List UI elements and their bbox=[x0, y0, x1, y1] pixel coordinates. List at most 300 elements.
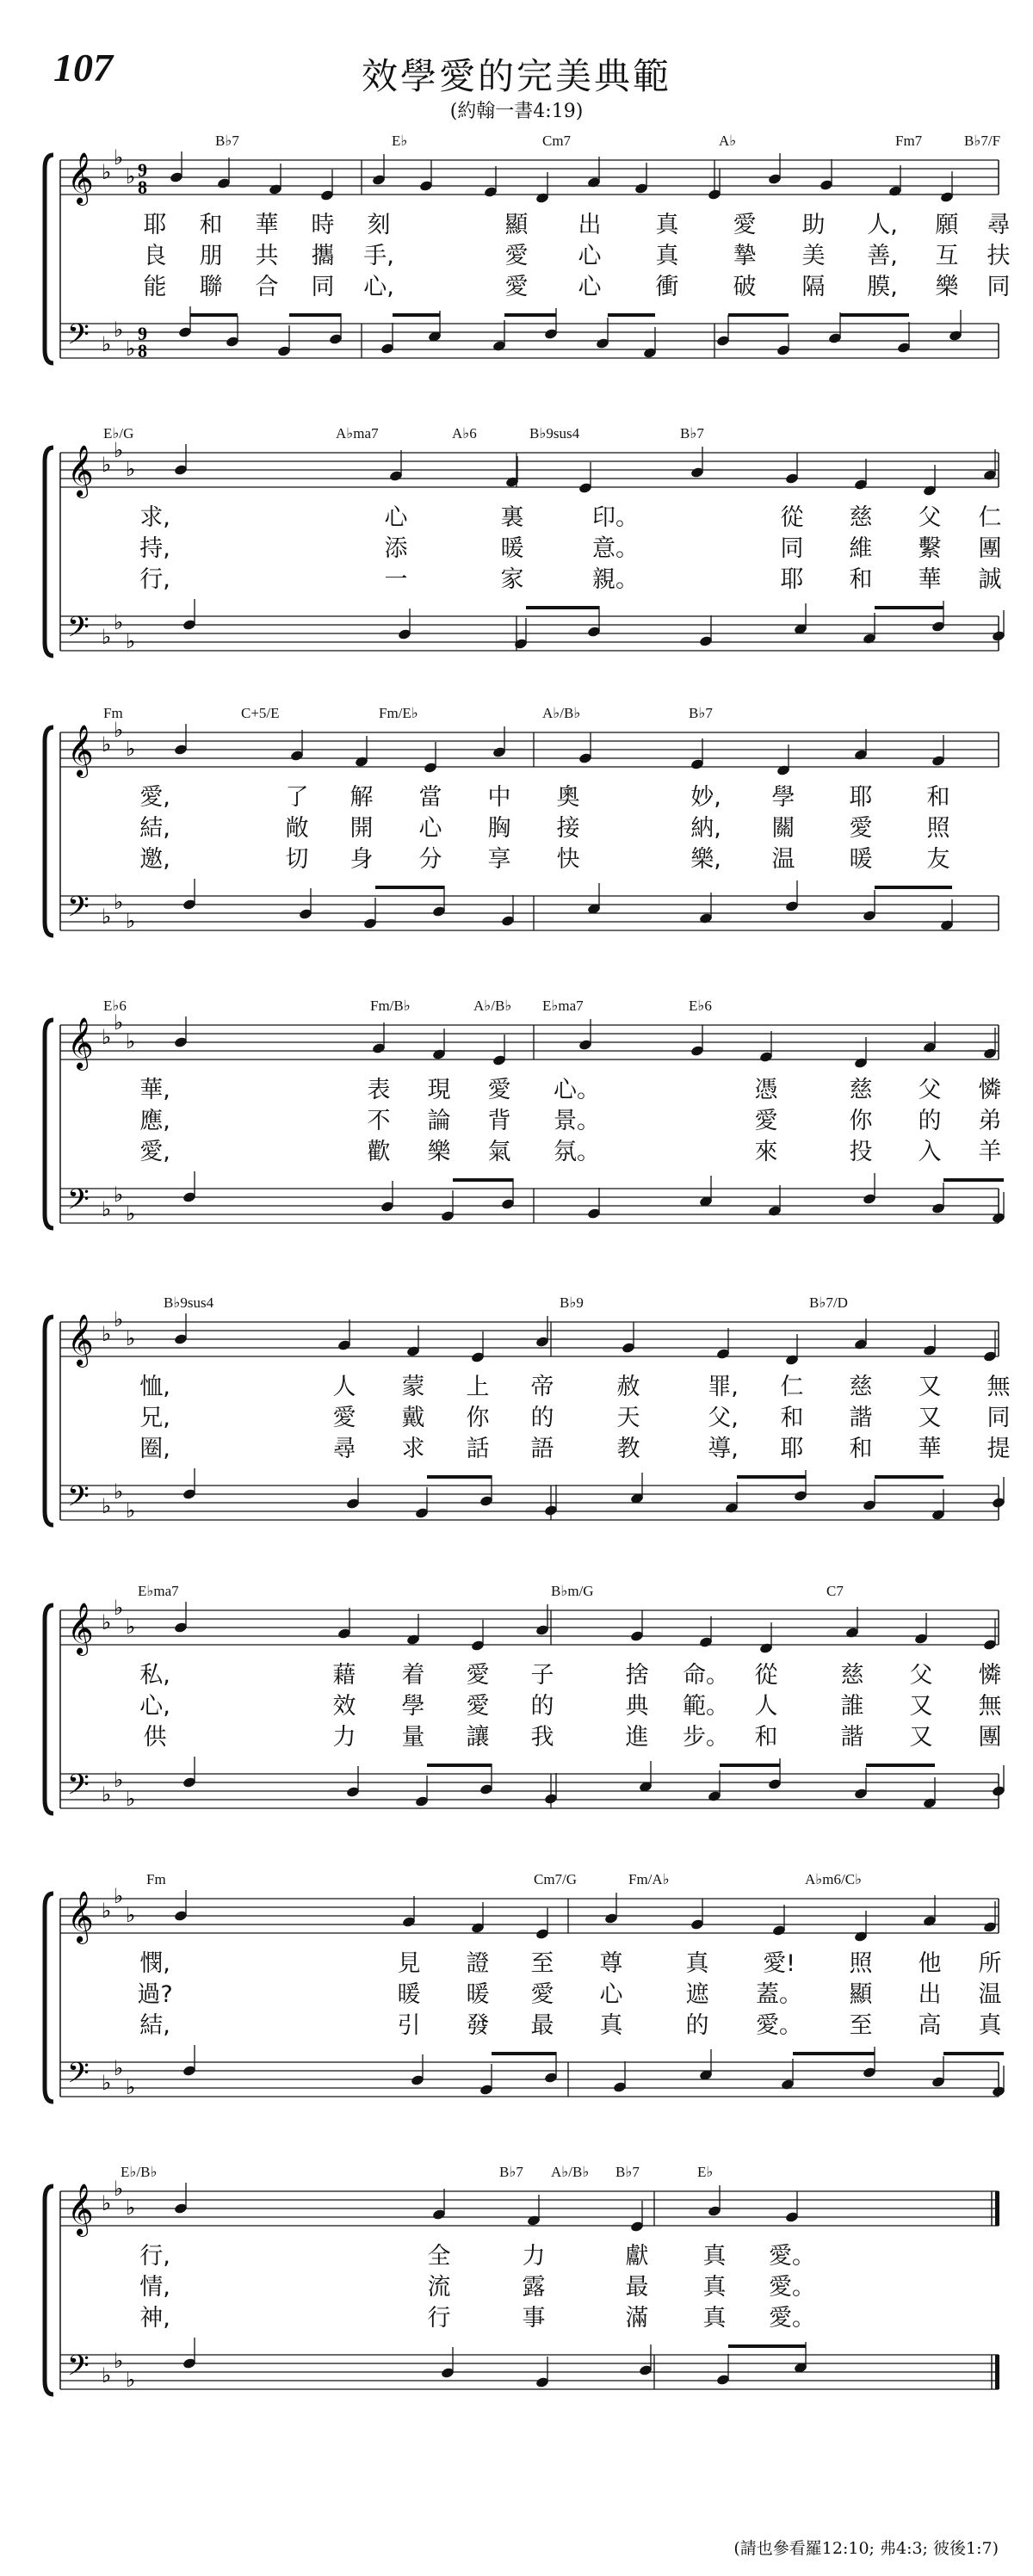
chord-symbol: Fm/A♭ bbox=[628, 1871, 670, 1887]
lyric-verse-1: 出 bbox=[578, 212, 602, 238]
key-signature-flat: ♭ bbox=[102, 1782, 112, 1807]
lyric-verse-3: 膜, bbox=[867, 274, 898, 300]
key-signature-flat: ♭ bbox=[114, 610, 124, 634]
lyric-verse-1: 無 bbox=[987, 1374, 1011, 1400]
lyric-verse-3: 結, bbox=[139, 2012, 170, 2039]
lyric-verse-3: 邀, bbox=[139, 846, 170, 873]
lyric-verse-1: 至 bbox=[530, 1950, 554, 1977]
lyric-verse-1: 藉 bbox=[332, 1662, 356, 1689]
chord-symbol: Fm bbox=[146, 1871, 166, 1887]
lyric-verse-2: 添 bbox=[384, 535, 408, 562]
key-signature-flat: ♭ bbox=[126, 2075, 136, 2099]
lyric-verse-3: 耶 bbox=[780, 1436, 804, 1462]
system-bracket bbox=[45, 727, 53, 936]
lyric-verse-1: 學 bbox=[771, 784, 795, 811]
lyric-verse-2: 心, bbox=[139, 1693, 170, 1720]
treble-clef: 𝄞 bbox=[67, 1603, 94, 1654]
lyric-verse-1: 行, bbox=[139, 2243, 170, 2270]
lyric-verse-3: 諧 bbox=[840, 1724, 864, 1751]
lyric-verse-1: 奧 bbox=[556, 784, 580, 811]
lyric-verse-1: 耶 bbox=[849, 784, 873, 811]
lyric-verse-2: 又 bbox=[918, 1405, 942, 1431]
chord-symbol: A♭/B♭ bbox=[542, 705, 581, 721]
lyric-verse-3: 華 bbox=[918, 566, 942, 593]
lyric-verse-3: 家 bbox=[500, 566, 524, 593]
lyric-verse-2: 蓋。 bbox=[756, 1981, 802, 2008]
chord-symbol: E♭ bbox=[392, 133, 408, 149]
lyric-verse-3: 合 bbox=[255, 274, 279, 300]
lyric-verse-3: 身 bbox=[349, 846, 374, 873]
staff-lines bbox=[34, 701, 1007, 985]
key-signature-flat: ♭ bbox=[126, 737, 136, 761]
chord-symbol: B♭7/D bbox=[809, 1294, 848, 1311]
time-signature: 9 bbox=[138, 159, 147, 181]
lyric-verse-3: 氣 bbox=[487, 1139, 511, 1165]
chord-symbol: E♭6 bbox=[103, 998, 127, 1014]
lyric-verse-3: 圈, bbox=[139, 1436, 170, 1462]
lyric-verse-2: 誰 bbox=[840, 1693, 864, 1720]
lyric-verse-3: 心 bbox=[578, 274, 602, 300]
lyric-verse-3: 供 bbox=[143, 1724, 167, 1751]
staff-lines bbox=[34, 1579, 1007, 1863]
lyric-verse-2: 兄, bbox=[139, 1405, 170, 1431]
bass-clef: 𝄢 bbox=[67, 1183, 90, 1223]
lyric-verse-2: 敞 bbox=[285, 815, 309, 842]
chord-symbol: Fm/E♭ bbox=[379, 705, 418, 721]
key-signature-flat: ♭ bbox=[102, 1025, 112, 1049]
footnote: (請也參看羅12:10; 弗4:3; 彼後1:7) bbox=[733, 2539, 999, 2558]
chord-symbol: A♭m6/C♭ bbox=[805, 1871, 863, 1887]
key-signature-flat: ♭ bbox=[114, 1596, 124, 1620]
lyric-verse-3: 愛 bbox=[504, 274, 529, 300]
lyric-verse-2: 攜 bbox=[311, 243, 335, 269]
bass-clef: 𝄢 bbox=[67, 1769, 90, 1808]
lyric-verse-1: 父 bbox=[918, 1077, 942, 1103]
lyric-verse-2: 維 bbox=[849, 535, 873, 562]
key-signature-flat: ♭ bbox=[102, 2071, 112, 2095]
lyric-verse-1: 見 bbox=[397, 1950, 421, 1977]
lyric-verse-3: 提 bbox=[987, 1436, 1011, 1462]
lyric-verse-1: 表 bbox=[367, 1077, 391, 1103]
key-signature-flat: ♭ bbox=[114, 2349, 124, 2373]
key-signature-flat: ♭ bbox=[114, 1480, 124, 1504]
lyric-verse-1: 命。 bbox=[683, 1662, 729, 1689]
lyric-verse-1: 了 bbox=[285, 784, 309, 811]
key-signature-flat: ♭ bbox=[102, 1197, 112, 1221]
lyric-verse-3: 切 bbox=[285, 846, 309, 873]
lyric-verse-3: 至 bbox=[849, 2012, 873, 2039]
lyric-verse-2: 真 bbox=[655, 243, 679, 269]
lyric-verse-1: 人, bbox=[867, 212, 898, 238]
chord-symbol: A♭ma7 bbox=[336, 425, 379, 442]
lyric-verse-3: 歡 bbox=[367, 1139, 391, 1165]
lyric-verse-2: 温 bbox=[978, 1981, 1002, 2008]
lyric-verse-3: 發 bbox=[466, 2012, 490, 2039]
chord-symbol: B♭9sus4 bbox=[164, 1294, 214, 1311]
score-system bbox=[34, 1291, 1011, 1575]
staff-lines bbox=[34, 422, 1007, 706]
lyric-verse-3: 引 bbox=[397, 2012, 421, 2039]
chord-symbol: E♭/G bbox=[103, 425, 134, 442]
lyric-verse-1: 人 bbox=[332, 1374, 356, 1400]
lyric-verse-2: 愛 bbox=[530, 1981, 554, 2008]
key-signature-flat: ♭ bbox=[126, 1498, 136, 1523]
system-bracket bbox=[45, 1020, 53, 1228]
lyric-verse-3: 樂, bbox=[690, 846, 721, 873]
lyric-verse-3: 暖 bbox=[849, 846, 873, 873]
lyric-verse-3: 耶 bbox=[780, 566, 804, 593]
lyric-verse-1: 真 bbox=[702, 2243, 727, 2270]
lyric-verse-2: 同 bbox=[780, 535, 804, 562]
lyric-verse-2: 愛 bbox=[754, 1108, 778, 1134]
hymn-number: 107 bbox=[53, 46, 113, 90]
score-system bbox=[34, 422, 1007, 706]
bass-clef: 𝄢 bbox=[67, 2350, 90, 2389]
lyric-verse-1: 慈 bbox=[840, 1662, 864, 1689]
key-signature-flat: ♭ bbox=[102, 2191, 112, 2215]
lyric-verse-2: 互 bbox=[935, 243, 959, 269]
score-system bbox=[34, 1579, 1007, 1863]
chord-symbol: B♭7 bbox=[615, 2164, 640, 2180]
lyric-verse-3: 尋 bbox=[332, 1436, 356, 1462]
key-signature-flat: ♭ bbox=[126, 1615, 136, 1639]
treble-clef: 𝄞 bbox=[67, 725, 94, 776]
treble-clef: 𝄞 bbox=[67, 2184, 94, 2235]
chord-symbol: Fm/B♭ bbox=[370, 998, 411, 1014]
lyric-verse-1: 着 bbox=[401, 1662, 425, 1689]
lyric-verse-1: 愛 bbox=[487, 1077, 511, 1103]
key-signature-flat: ♭ bbox=[126, 164, 136, 188]
lyric-verse-2: 應, bbox=[139, 1108, 170, 1134]
system-bracket bbox=[45, 155, 53, 363]
staff-lines bbox=[34, 129, 1007, 413]
lyric-verse-3: 聯 bbox=[199, 274, 223, 300]
chord-symbol: A♭ bbox=[719, 133, 737, 149]
lyric-verse-1: 時 bbox=[311, 212, 335, 238]
key-signature-flat: ♭ bbox=[114, 2177, 124, 2201]
lyric-verse-2: 真 bbox=[702, 2274, 727, 2301]
chord-symbol: Cm7/G bbox=[534, 1871, 578, 1887]
lyric-verse-2: 露 bbox=[522, 2274, 546, 2301]
chord-symbol: Fm bbox=[103, 705, 123, 721]
lyric-verse-2: 良 bbox=[143, 243, 167, 269]
lyric-verse-2: 胸 bbox=[487, 815, 511, 842]
lyric-verse-1: 慈 bbox=[849, 504, 873, 531]
lyric-verse-1: 刻 bbox=[367, 212, 391, 238]
lyric-verse-2: 愛 bbox=[849, 815, 873, 842]
lyric-verse-3: 友 bbox=[926, 846, 950, 873]
score-system bbox=[34, 1868, 1007, 2152]
key-signature-flat: ♭ bbox=[126, 629, 136, 653]
key-signature-flat: ♭ bbox=[114, 318, 124, 342]
lyric-verse-1: 心 bbox=[384, 504, 408, 531]
lyric-verse-1: 父 bbox=[909, 1662, 933, 1689]
lyric-verse-2: 意。 bbox=[592, 535, 639, 562]
lyric-verse-2: 同 bbox=[987, 1405, 1011, 1431]
lyric-verse-3: 和 bbox=[849, 1436, 873, 1462]
lyric-verse-2: 愛。 bbox=[769, 2274, 815, 2301]
treble-clef: 𝄞 bbox=[67, 1314, 94, 1366]
lyric-verse-1: 尋 bbox=[987, 212, 1011, 238]
lyric-verse-2: 論 bbox=[427, 1108, 451, 1134]
lyric-verse-2: 天 bbox=[616, 1405, 640, 1431]
time-signature: 9 bbox=[138, 323, 147, 344]
lyric-verse-2: 摯 bbox=[733, 243, 757, 269]
key-signature-flat: ♭ bbox=[102, 1610, 112, 1634]
lyric-verse-3: 真 bbox=[599, 2012, 623, 2039]
lyric-verse-1: 真 bbox=[655, 212, 679, 238]
key-signature-flat: ♭ bbox=[114, 890, 124, 914]
lyric-verse-2: 愛 bbox=[504, 243, 529, 269]
lyric-verse-1: 憐 bbox=[978, 1662, 1002, 1689]
chord-symbol: B♭m/G bbox=[551, 1583, 594, 1599]
lyric-verse-2: 顯 bbox=[849, 1981, 873, 2008]
lyric-verse-2: 團 bbox=[978, 535, 1002, 562]
lyric-verse-1: 仁 bbox=[978, 504, 1002, 531]
lyric-verse-1: 妙, bbox=[690, 784, 721, 811]
key-signature-flat: ♭ bbox=[102, 160, 112, 184]
lyric-verse-2: 情, bbox=[139, 2274, 170, 2301]
lyric-verse-3: 事 bbox=[522, 2305, 546, 2332]
lyric-verse-3: 求 bbox=[401, 1436, 425, 1462]
lyric-verse-3: 教 bbox=[616, 1436, 640, 1462]
lyric-verse-1: 獻 bbox=[625, 2243, 649, 2270]
treble-clef: 𝄞 bbox=[67, 445, 94, 497]
staff-lines bbox=[34, 2160, 1007, 2444]
key-signature-flat: ♭ bbox=[102, 2363, 112, 2388]
chord-symbol: A♭6 bbox=[452, 425, 477, 442]
lyric-verse-3: 入 bbox=[918, 1139, 942, 1165]
lyric-verse-3: 能 bbox=[143, 274, 167, 300]
lyric-verse-1: 願 bbox=[935, 212, 959, 238]
lyric-verse-1: 裏 bbox=[500, 504, 524, 531]
chord-symbol: E♭6 bbox=[689, 998, 712, 1014]
key-signature-flat: ♭ bbox=[114, 1884, 124, 1908]
lyric-verse-2: 弟 bbox=[978, 1108, 1002, 1134]
lyric-verse-1: 從 bbox=[780, 504, 804, 531]
lyric-verse-3: 愛。 bbox=[769, 2305, 815, 2332]
lyric-verse-3: 享 bbox=[487, 846, 511, 873]
lyric-verse-3: 衝 bbox=[655, 274, 679, 300]
lyric-verse-3: 量 bbox=[401, 1724, 425, 1751]
lyric-verse-2: 遮 bbox=[685, 1981, 709, 2008]
lyric-verse-1: 慈 bbox=[849, 1374, 873, 1400]
lyric-verse-1: 憫, bbox=[139, 1950, 170, 1977]
lyric-verse-3: 親。 bbox=[592, 566, 639, 593]
key-signature-flat: ♭ bbox=[114, 1768, 124, 1792]
bass-clef: 𝄢 bbox=[67, 611, 90, 651]
key-signature-flat: ♭ bbox=[102, 453, 112, 477]
lyric-verse-1: 中 bbox=[487, 784, 511, 811]
lyric-verse-2: 關 bbox=[771, 815, 795, 842]
chord-symbol: Fm7 bbox=[895, 133, 923, 149]
key-signature-flat: ♭ bbox=[102, 1322, 112, 1346]
key-signature-flat: ♭ bbox=[102, 625, 112, 649]
lyric-verse-1: 力 bbox=[522, 2243, 546, 2270]
lyric-verse-2: 的 bbox=[530, 1405, 554, 1431]
lyric-verse-3: 行 bbox=[427, 2305, 451, 2332]
lyric-verse-2: 父, bbox=[708, 1405, 739, 1431]
lyric-verse-2: 愛 bbox=[332, 1405, 356, 1431]
lyric-verse-1: 又 bbox=[918, 1374, 942, 1400]
lyric-verse-3: 投 bbox=[849, 1139, 873, 1165]
key-signature-flat: ♭ bbox=[102, 1899, 112, 1923]
lyric-verse-2: 心 bbox=[599, 1981, 623, 2008]
lyric-verse-3: 我 bbox=[530, 1724, 554, 1751]
system-bracket bbox=[45, 1317, 53, 1525]
lyric-verse-3: 愛, bbox=[139, 1139, 170, 1165]
key-signature-flat: ♭ bbox=[114, 438, 124, 462]
lyric-verse-2: 愛 bbox=[466, 1693, 490, 1720]
lyric-verse-1: 印。 bbox=[592, 504, 639, 531]
chord-symbol: A♭/B♭ bbox=[473, 998, 512, 1014]
lyric-verse-3: 滿 bbox=[625, 2305, 649, 2332]
lyric-verse-2: 扶 bbox=[987, 243, 1011, 269]
chord-symbol: E♭/B♭ bbox=[121, 2164, 158, 2180]
lyric-verse-3: 導, bbox=[708, 1436, 739, 1462]
lyric-verse-1: 和 bbox=[926, 784, 950, 811]
lyric-verse-2: 和 bbox=[780, 1405, 804, 1431]
lyric-verse-2: 諧 bbox=[849, 1405, 873, 1431]
lyric-verse-2: 景。 bbox=[554, 1108, 600, 1134]
lyric-verse-3: 來 bbox=[754, 1139, 778, 1165]
lyric-verse-1: 愛, bbox=[139, 784, 170, 811]
time-signature: 8 bbox=[138, 176, 147, 198]
system-bracket bbox=[45, 2186, 53, 2394]
lyric-verse-3: 温 bbox=[771, 846, 795, 873]
key-signature-flat: ♭ bbox=[102, 1494, 112, 1518]
lyric-verse-1: 子 bbox=[530, 1662, 554, 1689]
score-system bbox=[34, 994, 1007, 1278]
lyric-verse-2: 你 bbox=[466, 1405, 490, 1431]
bass-clef: 𝄢 bbox=[67, 318, 90, 358]
chord-symbol: E♭ bbox=[697, 2164, 714, 2180]
lyric-verse-3: 一 bbox=[384, 566, 408, 593]
key-signature-flat: ♭ bbox=[126, 2368, 136, 2392]
lyric-verse-2: 無 bbox=[978, 1693, 1002, 1720]
lyric-verse-1: 憐 bbox=[978, 1077, 1002, 1103]
lyric-verse-2: 暖 bbox=[466, 1981, 490, 2008]
treble-clef: 𝄞 bbox=[67, 1017, 94, 1069]
lyric-verse-3: 和 bbox=[849, 566, 873, 593]
lyric-verse-2: 暖 bbox=[397, 1981, 421, 2008]
hymn-title: 效學愛的完美典範 bbox=[361, 55, 671, 97]
lyric-verse-2: 持, bbox=[139, 535, 170, 562]
chord-symbol: B♭7 bbox=[215, 133, 239, 149]
lyric-verse-3: 高 bbox=[918, 2012, 942, 2039]
staff-lines bbox=[34, 1291, 1007, 1575]
lyric-verse-1: 顯 bbox=[504, 212, 529, 238]
chord-symbol: B♭7 bbox=[680, 425, 704, 442]
lyric-verse-3: 羊 bbox=[978, 1139, 1002, 1165]
lyric-verse-1: 他 bbox=[918, 1950, 942, 1977]
key-signature-flat: ♭ bbox=[126, 1787, 136, 1811]
lyric-verse-3: 的 bbox=[685, 2012, 709, 2039]
scripture-reference: (約翰一書4:19) bbox=[449, 101, 584, 122]
key-signature-flat: ♭ bbox=[114, 718, 124, 742]
lyric-verse-1: 罪, bbox=[708, 1374, 739, 1400]
lyric-verse-1: 華, bbox=[139, 1077, 170, 1103]
lyric-verse-1: 從 bbox=[754, 1662, 778, 1689]
lyric-verse-3: 誠 bbox=[978, 566, 1002, 593]
lyric-verse-3: 行, bbox=[139, 566, 170, 593]
lyric-verse-2: 暖 bbox=[500, 535, 524, 562]
key-signature-flat: ♭ bbox=[126, 1202, 136, 1226]
lyric-verse-1: 恤, bbox=[139, 1374, 170, 1400]
lyric-verse-1: 仁 bbox=[780, 1374, 804, 1400]
lyric-verse-2: 人 bbox=[754, 1693, 778, 1720]
lyric-verse-2: 範。 bbox=[683, 1693, 729, 1720]
lyric-verse-2: 典 bbox=[625, 1693, 649, 1720]
lyric-verse-2: 照 bbox=[926, 815, 950, 842]
lyric-verse-1: 赦 bbox=[616, 1374, 640, 1400]
lyric-verse-2: 不 bbox=[367, 1108, 391, 1134]
lyric-verse-2: 流 bbox=[427, 2274, 451, 2301]
score-system bbox=[34, 2160, 1007, 2444]
lyric-verse-2: 手, bbox=[363, 243, 394, 269]
lyric-verse-1: 心。 bbox=[554, 1077, 600, 1103]
lyric-verse-1: 愛 bbox=[733, 212, 757, 238]
lyric-verse-1: 求, bbox=[139, 504, 170, 531]
lyric-verse-1: 上 bbox=[466, 1374, 490, 1400]
lyric-verse-3: 快 bbox=[556, 846, 580, 873]
lyric-verse-1: 慈 bbox=[849, 1077, 873, 1103]
lyric-verse-1: 愛! bbox=[763, 1950, 795, 1977]
lyric-verse-1: 和 bbox=[199, 212, 223, 238]
lyric-verse-1: 證 bbox=[466, 1950, 490, 1977]
key-signature-flat: ♭ bbox=[102, 332, 112, 356]
lyric-verse-2: 背 bbox=[487, 1108, 511, 1134]
lyric-verse-2: 心 bbox=[578, 243, 602, 269]
score-system bbox=[34, 129, 1011, 413]
lyric-verse-3: 分 bbox=[418, 846, 442, 873]
key-signature-flat: ♭ bbox=[126, 1326, 136, 1350]
key-signature-flat: ♭ bbox=[126, 909, 136, 933]
lyric-verse-2: 結, bbox=[139, 815, 170, 842]
key-signature-flat: ♭ bbox=[102, 732, 112, 757]
lyric-verse-2: 美 bbox=[801, 243, 826, 269]
chord-symbol: B♭9 bbox=[560, 1294, 584, 1311]
lyric-verse-2: 的 bbox=[918, 1108, 942, 1134]
lyric-verse-1: 當 bbox=[418, 784, 442, 811]
lyric-verse-3: 和 bbox=[754, 1724, 778, 1751]
key-signature-flat: ♭ bbox=[126, 2196, 136, 2220]
lyric-verse-2: 戴 bbox=[401, 1405, 425, 1431]
lyric-verse-2: 最 bbox=[625, 2274, 649, 2301]
lyric-verse-1: 解 bbox=[349, 784, 374, 811]
key-signature-flat: ♭ bbox=[102, 905, 112, 929]
bass-clef: 𝄢 bbox=[67, 2057, 90, 2097]
key-signature-flat: ♭ bbox=[114, 1307, 124, 1331]
lyric-verse-3: 讓 bbox=[466, 1724, 490, 1751]
lyric-verse-3: 最 bbox=[530, 2012, 554, 2039]
lyric-verse-2: 開 bbox=[349, 815, 374, 842]
lyric-verse-1: 私, bbox=[139, 1662, 170, 1689]
treble-clef: 𝄞 bbox=[67, 152, 94, 204]
key-signature-flat: ♭ bbox=[126, 1029, 136, 1053]
bass-clef: 𝄢 bbox=[67, 891, 90, 930]
chord-symbol: B♭7 bbox=[499, 2164, 523, 2180]
lyric-verse-3: 同 bbox=[311, 274, 335, 300]
lyric-verse-1: 愛。 bbox=[769, 2243, 815, 2270]
lyric-verse-1: 真 bbox=[685, 1950, 709, 1977]
lyric-verse-3: 華 bbox=[918, 1436, 942, 1462]
lyric-verse-2: 心 bbox=[418, 815, 442, 842]
lyric-verse-3: 樂 bbox=[427, 1139, 451, 1165]
lyric-verse-2: 又 bbox=[909, 1693, 933, 1720]
lyric-verse-1: 耶 bbox=[143, 212, 167, 238]
lyric-verse-3: 同 bbox=[987, 274, 1011, 300]
